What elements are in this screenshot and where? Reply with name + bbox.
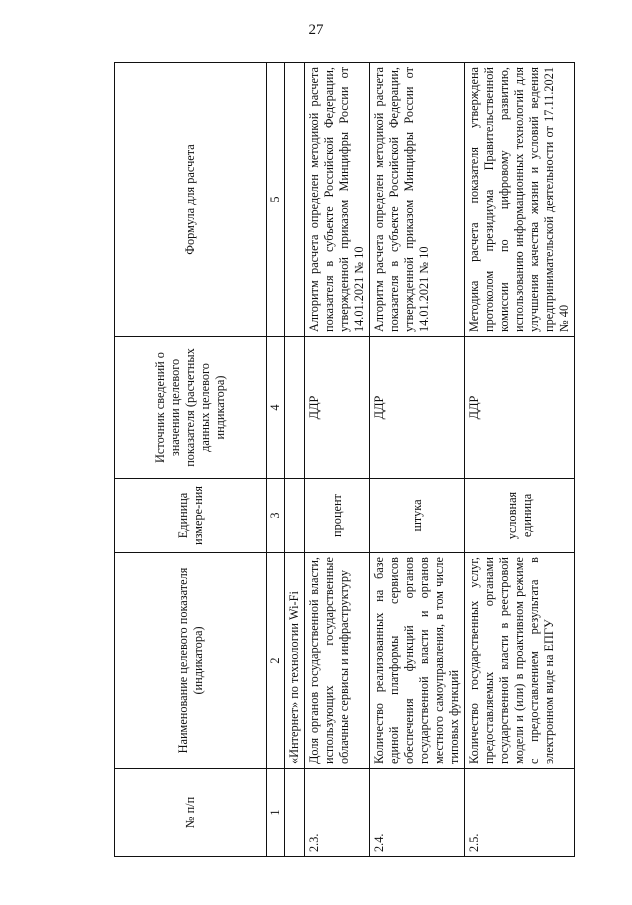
header-source: Источник сведений о значении целевого показателя (расчетных данных целевого индикатора) xyxy=(115,337,267,479)
cell-empty xyxy=(285,479,305,553)
header-name: Наименование целевого показателя (индикатора) xyxy=(115,553,267,769)
header-formula: Формула для расчета xyxy=(115,63,267,337)
indicator-name: Количество реализованных на базе единой платформы сервисов обеспечения функций органов государственной власти и органов местного самоуправления, в том числе типовых функций xyxy=(370,553,465,769)
column-number: 3 xyxy=(267,479,285,553)
cell-empty xyxy=(285,337,305,479)
formula-cell: Методика расчета показателя утверждена протоколом президиума Правительственной комиссии по цифровому развитию, использованию информационных технологий для улучшения качества жизни и условий ведения предпринимательской деятельности от 17.11.2021 № 40 xyxy=(465,63,575,337)
indicator-name: Доля органов государственной власти, использующих государственные облачные сервисы и инфраструктуру xyxy=(305,553,370,769)
row-number: 2.5. xyxy=(465,769,575,857)
continuation-row xyxy=(285,63,305,857)
unit-cell: условная единица xyxy=(465,479,575,553)
cell-empty xyxy=(285,63,305,337)
column-number: 2 xyxy=(267,553,285,769)
continuation-text: «Интернет» по технологии Wi-Fi xyxy=(285,553,305,769)
rotated-table-area xyxy=(114,63,571,857)
row-number: 2.4. xyxy=(370,769,465,857)
table-row xyxy=(465,63,575,857)
indicators-table xyxy=(114,62,575,857)
header-num: № п/п xyxy=(115,769,267,857)
formula-cell: Алгоритм расчета определен методикой расчета показателя в субъекте Российской Федерации, утвержденной приказом Минцифры России от 14.01.2021 № 10 xyxy=(305,63,370,337)
indicator-name: Количество государственных услуг, предоставляемых органами государственной власти в реестровой модели и (или) в проактивном режиме с предоставлением результата в электронном виде на ЕПГУ xyxy=(465,553,575,769)
column-number: 5 xyxy=(267,63,285,337)
column-number: 4 xyxy=(267,337,285,479)
row-number: 2.3. xyxy=(305,769,370,857)
source-cell: ДДР xyxy=(305,337,370,479)
cell-empty xyxy=(285,769,305,857)
page-number: 27 xyxy=(308,22,324,38)
column-number-row xyxy=(267,63,285,857)
rotated-content xyxy=(114,63,571,857)
unit-cell: процент xyxy=(305,479,370,553)
formula-cell: Алгоритм расчета определен методикой расчета показателя в субъекте Российской Федерации, утвержденной приказом Минцифры России от 14.01.2021 № 10 xyxy=(370,63,465,337)
source-cell: ДДР xyxy=(370,337,465,479)
unit-cell: штука xyxy=(370,479,465,553)
table-row xyxy=(370,63,465,857)
column-number: 1 xyxy=(267,769,285,857)
header-row xyxy=(115,63,267,857)
source-cell: ДДР xyxy=(465,337,575,479)
header-unit: Единица измере-ния xyxy=(115,479,267,553)
table-row xyxy=(305,63,370,857)
